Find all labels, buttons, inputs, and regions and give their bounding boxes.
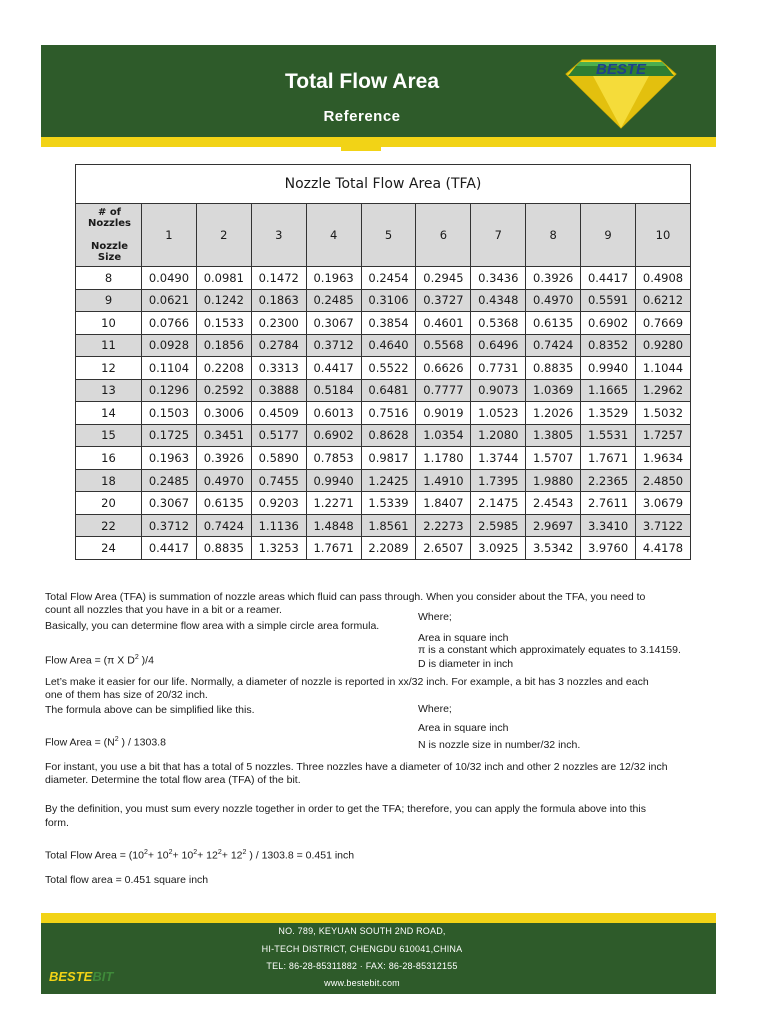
- table-row: [76, 379, 691, 402]
- column-header: 1: [142, 204, 197, 267]
- tfa-value-cell: 2.9697: [526, 514, 581, 537]
- formula3-sup: 2: [217, 849, 222, 856]
- tfa-value-cell: 1.1780: [416, 447, 471, 470]
- tfa-value-cell: 1.1136: [251, 514, 306, 537]
- tfa-value-cell: 1.0523: [471, 402, 526, 425]
- tfa-value-cell: 0.4417: [306, 357, 361, 380]
- tfa-value-cell: 0.4640: [361, 334, 416, 357]
- tfa-value-cell: 0.6135: [196, 492, 251, 515]
- tfa-value-cell: 1.3805: [526, 424, 581, 447]
- corner-label-nozzles: # of Nozzles: [87, 207, 132, 230]
- tfa-value-cell: 0.4908: [636, 267, 691, 290]
- tfa-value-cell: 0.2300: [251, 312, 306, 335]
- nozzle-size-cell: 24: [76, 537, 142, 560]
- tfa-value-cell: 0.6135: [526, 312, 581, 335]
- tfa-value-cell: 0.3006: [196, 402, 251, 425]
- tfa-value-cell: 0.9280: [636, 334, 691, 357]
- beste-logo-text: BESTE: [595, 61, 647, 78]
- tfa-value-cell: 0.1533: [196, 312, 251, 335]
- tfa-value-cell: 0.5591: [581, 289, 636, 312]
- tfa-value-cell: 0.4970: [196, 469, 251, 492]
- para1-line3: Basically, you can determine flow area with a simple circle area formula.: [45, 620, 380, 632]
- tfa-value-cell: 2.7611: [581, 492, 636, 515]
- tfa-value-cell: 0.9019: [416, 402, 471, 425]
- tfa-value-cell: 1.2271: [306, 492, 361, 515]
- where2-n: N is nozzle size in number/32 inch.: [418, 739, 581, 751]
- formula3-sup: 2: [193, 849, 198, 856]
- nozzle-size-cell: 9: [76, 289, 142, 312]
- tfa-value-cell: 1.0354: [416, 424, 471, 447]
- tfa-value-cell: 2.2365: [581, 469, 636, 492]
- nozzle-size-cell: 14: [76, 402, 142, 425]
- table-row: [76, 492, 691, 515]
- tfa-value-cell: 0.1503: [142, 402, 197, 425]
- tfa-value-cell: 1.8561: [361, 514, 416, 537]
- column-header: 4: [306, 204, 361, 267]
- formula2-part-b: ) / 1303.8: [118, 736, 166, 749]
- formula2-part-a: Flow Area = (N: [45, 736, 115, 749]
- tfa-value-cell: 0.2485: [142, 469, 197, 492]
- tfa-value-cell: 0.4348: [471, 289, 526, 312]
- tfa-value-cell: 0.2784: [251, 334, 306, 357]
- table-title: Nozzle Total Flow Area (TFA): [76, 165, 691, 204]
- tfa-value-cell: 0.3712: [306, 334, 361, 357]
- formula3-sup: 2: [143, 849, 148, 856]
- formula3-part: + 10: [172, 849, 194, 862]
- nozzle-size-cell: 22: [76, 514, 142, 537]
- tfa-value-cell: 0.0981: [196, 267, 251, 290]
- tfa-value-cell: 0.1863: [251, 289, 306, 312]
- tfa-value-cell: 0.6013: [306, 402, 361, 425]
- tfa-value-cell: 1.4848: [306, 514, 361, 537]
- formula3-part: + 12: [221, 849, 243, 862]
- table-row: [76, 357, 691, 380]
- tfa-value-cell: 2.1475: [471, 492, 526, 515]
- column-header: 8: [526, 204, 581, 267]
- para3-line1: For instant, you use a bit that has a total of 5 nozzles. Three nozzles have a diameter of 10/32 inch and other 2 nozzles are 12/32 inch: [45, 761, 668, 773]
- tfa-value-cell: 0.7455: [251, 469, 306, 492]
- tfa-value-cell: 0.3451: [196, 424, 251, 447]
- tfa-value-cell: 1.2080: [471, 424, 526, 447]
- tfa-value-cell: 0.2592: [196, 379, 251, 402]
- tfa-value-cell: 0.7853: [306, 447, 361, 470]
- tfa-value-cell: 0.3712: [142, 514, 197, 537]
- tfa-value-cell: 0.5522: [361, 357, 416, 380]
- column-header: 7: [471, 204, 526, 267]
- table-row: [76, 424, 691, 447]
- formula2-sup: 2: [114, 736, 119, 743]
- tfa-value-cell: 1.7671: [581, 447, 636, 470]
- tfa-value-cell: 0.7669: [636, 312, 691, 335]
- tfa-value-cell: 0.8835: [526, 357, 581, 380]
- table-row: [76, 537, 691, 560]
- tfa-value-cell: 2.2089: [361, 537, 416, 560]
- tfa-value-cell: 0.6496: [471, 334, 526, 357]
- column-header: 9: [581, 204, 636, 267]
- formula1-part-b: )/4: [138, 654, 154, 667]
- where2-label: Where;: [418, 703, 452, 715]
- tfa-value-cell: 1.8407: [416, 492, 471, 515]
- tfa-value-cell: 2.5985: [471, 514, 526, 537]
- beste-logo: [562, 52, 680, 130]
- tfa-value-cell: 3.7122: [636, 514, 691, 537]
- tfa-value-cell: 0.0490: [142, 267, 197, 290]
- tfa-value-cell: 0.4417: [581, 267, 636, 290]
- tfa-value-cell: 0.8352: [581, 334, 636, 357]
- para4-line1: By the definition, you must sum every nozzle together in order to get the TFA; therefore, you can apply the formula above into this: [45, 803, 646, 815]
- tfa-value-cell: 0.0621: [142, 289, 197, 312]
- tfa-value-cell: 0.6626: [416, 357, 471, 380]
- para2-line1: Let’s make it easier for our life. Normally, a diameter of nozzle is reported in xx/32 inch. For example, a bit has 3 nozzles and each: [45, 676, 649, 688]
- page-title: Total Flow Area: [284, 70, 439, 93]
- formula1-part-a: Flow Area = (π X D: [45, 654, 135, 667]
- para1-line1: Total Flow Area (TFA) is summation of nozzle areas which fluid can pass through. When you consider about the TFA, you need to: [45, 591, 646, 603]
- tfa-value-cell: 0.1242: [196, 289, 251, 312]
- tfa-value-cell: 1.2026: [526, 402, 581, 425]
- footer-contact: TEL: 86-28-85311882 · FAX: 86-28-85312155: [266, 961, 458, 971]
- tfa-value-cell: 0.5568: [416, 334, 471, 357]
- tfa-value-cell: 1.5531: [581, 424, 636, 447]
- tfa-value-cell: 1.7395: [471, 469, 526, 492]
- page-subtitle: Reference: [323, 108, 401, 125]
- nozzle-size-cell: 20: [76, 492, 142, 515]
- tfa-value-cell: 0.3926: [526, 267, 581, 290]
- tfa-value-cell: 0.3436: [471, 267, 526, 290]
- tfa-value-cell: 1.3744: [471, 447, 526, 470]
- footer-address-line2: HI-TECH DISTRICT, CHENGDU 610041,CHINA: [261, 944, 463, 954]
- nozzle-size-cell: 10: [76, 312, 142, 335]
- result-line: Total flow area = 0.451 square inch: [45, 874, 209, 886]
- tfa-value-cell: 1.3529: [581, 402, 636, 425]
- formula3-part: Total Flow Area = (10: [45, 849, 144, 862]
- nozzle-size-cell: 15: [76, 424, 142, 447]
- tfa-value-cell: 0.3067: [142, 492, 197, 515]
- tfa-value-cell: 0.4417: [142, 537, 197, 560]
- footer-website: www.bestebit.com: [324, 978, 400, 988]
- tfa-value-cell: 0.5177: [251, 424, 306, 447]
- formula-simplified: [45, 733, 166, 750]
- logo-part-beste: BESTE: [49, 969, 93, 984]
- tfa-value-cell: 0.0766: [142, 312, 197, 335]
- tfa-value-cell: 1.0369: [526, 379, 581, 402]
- tfa-value-cell: 0.3313: [251, 357, 306, 380]
- tfa-value-cell: 0.2945: [416, 267, 471, 290]
- logo-part-bit: BIT: [92, 969, 114, 984]
- tfa-value-cell: 0.7516: [361, 402, 416, 425]
- tfa-value-cell: 0.2485: [306, 289, 361, 312]
- table-row: [76, 402, 691, 425]
- para4-line2: form.: [45, 817, 69, 829]
- table-row: [76, 469, 691, 492]
- tfa-value-cell: 1.4910: [416, 469, 471, 492]
- tfa-value-cell: 0.9817: [361, 447, 416, 470]
- nozzle-size-cell: 8: [76, 267, 142, 290]
- tfa-value-cell: 0.1472: [251, 267, 306, 290]
- tfa-value-cell: 0.3106: [361, 289, 416, 312]
- tfa-value-cell: 0.0928: [142, 334, 197, 357]
- tfa-value-cell: 0.1104: [142, 357, 197, 380]
- tfa-value-cell: 1.3253: [251, 537, 306, 560]
- table-row: [76, 334, 691, 357]
- column-header: 3: [251, 204, 306, 267]
- where1-pi: π is a constant which approximately equates to 3.14159.: [418, 644, 681, 656]
- tfa-value-cell: 1.2962: [636, 379, 691, 402]
- formula3-part: + 12: [197, 849, 218, 862]
- para2-line2: one of them has size of 20/32 inch.: [45, 689, 208, 701]
- para3-line2: diameter. Determine the total flow area (TFA) of the bit.: [45, 774, 301, 786]
- table-row: [76, 267, 691, 290]
- footer-address-line1: NO. 789, KEYUAN SOUTH 2ND ROAD,: [278, 926, 446, 936]
- tfa-value-cell: 0.3854: [361, 312, 416, 335]
- tfa-value-cell: 0.7424: [526, 334, 581, 357]
- tfa-value-cell: 0.1725: [142, 424, 197, 447]
- tfa-value-cell: 0.2454: [361, 267, 416, 290]
- nozzle-size-cell: 13: [76, 379, 142, 402]
- tfa-value-cell: 0.8628: [361, 424, 416, 447]
- formula3-part: + 10: [147, 849, 169, 862]
- table-header-row: [76, 204, 691, 267]
- table-row: [76, 289, 691, 312]
- header-accent-tab: [341, 147, 381, 151]
- tfa-value-cell: 1.7671: [306, 537, 361, 560]
- column-header: 6: [416, 204, 471, 267]
- tfa-value-cell: 0.9940: [581, 357, 636, 380]
- tfa-value-cell: 0.5890: [251, 447, 306, 470]
- tfa-value-cell: 0.7424: [196, 514, 251, 537]
- para1-line2: count all nozzles that you have in a bit or a reamer.: [45, 604, 282, 616]
- nozzle-size-cell: 18: [76, 469, 142, 492]
- tfa-value-cell: 0.5184: [306, 379, 361, 402]
- column-header: 5: [361, 204, 416, 267]
- formula3-sup: 2: [242, 849, 247, 856]
- tfa-value-cell: 0.9940: [306, 469, 361, 492]
- bestebit-logo: [49, 969, 113, 984]
- tfa-value-cell: 2.2273: [416, 514, 471, 537]
- tfa-value-cell: 2.4850: [636, 469, 691, 492]
- tfa-value-cell: 0.1963: [142, 447, 197, 470]
- tfa-value-cell: 0.9073: [471, 379, 526, 402]
- tfa-value-cell: 1.5707: [526, 447, 581, 470]
- tfa-value-cell: 0.1963: [306, 267, 361, 290]
- tfa-value-cell: 2.4543: [526, 492, 581, 515]
- tfa-value-cell: 0.4509: [251, 402, 306, 425]
- tfa-value-cell: 1.7257: [636, 424, 691, 447]
- footer-accent-stripe: [41, 913, 716, 923]
- tfa-value-cell: 2.6507: [416, 537, 471, 560]
- tfa-value-cell: 1.5032: [636, 402, 691, 425]
- formula-circle-area: [45, 651, 154, 668]
- column-header: 2: [196, 204, 251, 267]
- tfa-value-cell: 0.7777: [416, 379, 471, 402]
- tfa-value-cell: 1.9880: [526, 469, 581, 492]
- tfa-value-cell: 0.5368: [471, 312, 526, 335]
- tfa-value-cell: 0.2208: [196, 357, 251, 380]
- tfa-value-cell: 0.6481: [361, 379, 416, 402]
- header-accent-stripe: [41, 137, 716, 147]
- tfa-value-cell: 0.3926: [196, 447, 251, 470]
- tfa-value-cell: 4.4178: [636, 537, 691, 560]
- para2-line3: The formula above can be simplified like this.: [45, 704, 255, 716]
- tfa-value-cell: 0.6902: [306, 424, 361, 447]
- formula3-sup: 2: [168, 849, 173, 856]
- tfa-value-cell: 0.1296: [142, 379, 197, 402]
- tfa-value-cell: 0.1856: [196, 334, 251, 357]
- table-row: [76, 514, 691, 537]
- corner-label-size: Nozzle Size: [90, 241, 129, 264]
- tfa-value-cell: 3.9760: [581, 537, 636, 560]
- table-row: [76, 447, 691, 470]
- tfa-value-cell: 1.2425: [361, 469, 416, 492]
- nozzle-size-cell: 16: [76, 447, 142, 470]
- tfa-value-cell: 0.8835: [196, 537, 251, 560]
- tfa-value-cell: 3.3410: [581, 514, 636, 537]
- tfa-value-cell: 1.5339: [361, 492, 416, 515]
- where2-area: Area in square inch: [418, 722, 509, 734]
- tfa-value-cell: 3.0679: [636, 492, 691, 515]
- where1-d: D is diameter in inch: [418, 658, 514, 670]
- formula1-sup: 2: [134, 654, 139, 661]
- tfa-value-cell: 0.4601: [416, 312, 471, 335]
- tfa-value-cell: 0.7731: [471, 357, 526, 380]
- formula-example: [45, 846, 354, 863]
- nozzle-size-cell: 11: [76, 334, 142, 357]
- table-row: [76, 312, 691, 335]
- tfa-value-cell: 1.1044: [636, 357, 691, 380]
- where1-label: Where;: [418, 611, 452, 623]
- nozzle-size-cell: 12: [76, 357, 142, 380]
- tfa-value-cell: 0.4970: [526, 289, 581, 312]
- tfa-value-cell: 0.3888: [251, 379, 306, 402]
- tfa-value-cell: 0.3727: [416, 289, 471, 312]
- tfa-value-cell: 1.9634: [636, 447, 691, 470]
- tfa-value-cell: 0.6212: [636, 289, 691, 312]
- table-corner-cell: [76, 204, 142, 267]
- tfa-value-cell: 3.0925: [471, 537, 526, 560]
- tfa-value-cell: 3.5342: [526, 537, 581, 560]
- tfa-value-cell: 0.3067: [306, 312, 361, 335]
- formula3-part: ) / 1303.8 = 0.451 inch: [246, 849, 355, 862]
- table-body: [76, 267, 691, 560]
- column-header: 10: [636, 204, 691, 267]
- where1-area: Area in square inch: [418, 632, 509, 644]
- tfa-value-cell: 0.9203: [251, 492, 306, 515]
- tfa-table: [75, 164, 691, 560]
- tfa-value-cell: 1.1665: [581, 379, 636, 402]
- tfa-value-cell: 0.6902: [581, 312, 636, 335]
